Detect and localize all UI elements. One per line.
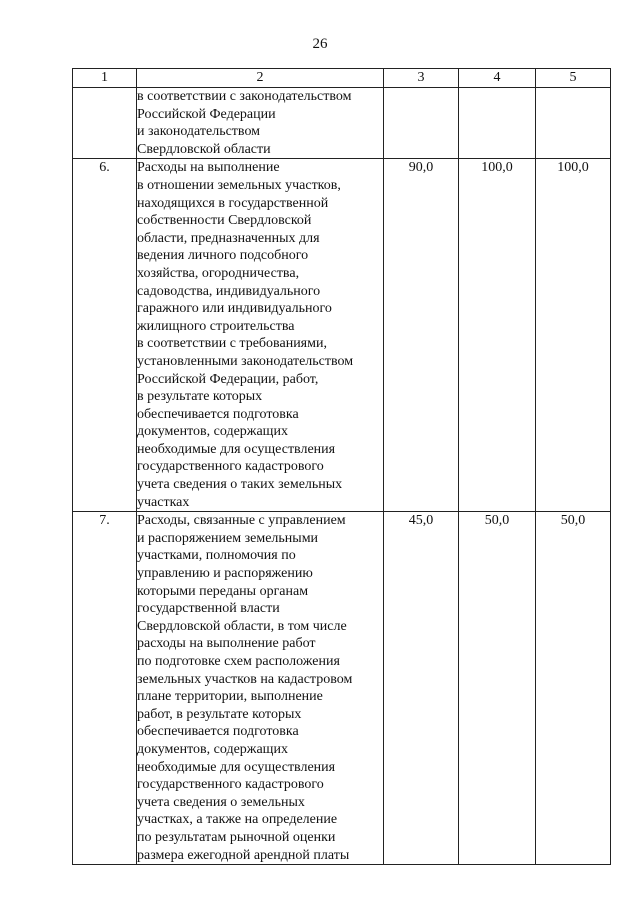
row-value-col4: 50,0	[459, 512, 536, 865]
description-line: и законодательством	[137, 124, 261, 140]
description-line: садоводства, индивидуального	[137, 283, 321, 299]
table-row	[73, 159, 611, 512]
description-line: государственной власти	[137, 601, 280, 617]
header-col-3: 3	[384, 69, 459, 88]
description-line: в соответствии с требованиями,	[137, 336, 327, 352]
description-line: учета сведения о земельных	[137, 794, 305, 810]
description-line: и распоряжением земельными	[137, 530, 319, 546]
description-line: в результате которых	[137, 389, 263, 405]
table-row	[73, 512, 611, 865]
header-row	[73, 69, 611, 88]
description-line: по результатам рыночной оценки	[137, 829, 336, 845]
row-value-col4	[459, 88, 536, 159]
row-value-col3: 45,0	[384, 512, 459, 865]
description-line: государственного кадастрового	[137, 777, 324, 793]
row-value-col3: 90,0	[384, 159, 459, 512]
description-line: Российской Федерации	[137, 106, 276, 122]
description-line: плане территории, выполнение	[137, 689, 323, 705]
page-number: 26	[312, 36, 328, 52]
description-line: государственного кадастрового	[137, 459, 324, 475]
header-col-5: 5	[536, 69, 611, 88]
description-line: которыми переданы органам	[137, 583, 309, 599]
description-line: по подготовке схем расположения	[137, 654, 340, 669]
row-value-col5: 50,0	[536, 512, 611, 865]
description-line: Свердловской области, в том числе	[137, 618, 347, 634]
row-description	[137, 88, 384, 159]
description-line: Российской Федерации, работ,	[137, 371, 319, 387]
description-line: установленными законодательством	[137, 353, 354, 369]
description-line: управлению и распоряжению	[137, 566, 313, 582]
description-line: находящихся в государственной	[137, 195, 329, 211]
description-line: работ, в результате которых	[137, 706, 302, 722]
description-line: участках, а также на определение	[137, 812, 338, 828]
row-number	[73, 88, 137, 159]
description-line: Свердловской области	[137, 141, 271, 157]
table-body	[73, 88, 611, 865]
row-number: 6.	[73, 159, 137, 512]
description-line: необходимые для осуществления	[137, 441, 336, 457]
description-line: Расходы на выполнение	[137, 160, 280, 176]
description-line: документов, содержащих	[137, 424, 288, 440]
description-line: земельных участков на кадастровом	[137, 671, 353, 687]
row-value-col4: 100,0	[459, 159, 536, 512]
description-line: размера ежегодной арендной платы	[137, 847, 350, 863]
description-line: документов, содержащих	[137, 741, 288, 757]
description-line: необходимые для осуществления	[137, 759, 336, 775]
row-number: 7.	[73, 512, 137, 865]
description-line: расходы на выполнение работ	[137, 636, 316, 652]
header-col-4: 4	[459, 69, 536, 88]
header-col-2: 2	[137, 69, 384, 88]
description-line: собственности Свердловской	[137, 213, 312, 229]
description-line: участками, полномочия по	[137, 548, 296, 564]
description-line: гаражного или индивидуального	[137, 301, 332, 317]
description-line: участках	[137, 494, 190, 510]
description-line: Расходы, связанные с управлением	[137, 513, 346, 529]
description-line: жилищного строительства	[137, 318, 295, 334]
row-value-col3	[384, 88, 459, 159]
row-value-col5	[536, 88, 611, 159]
header-col-1: 1	[73, 69, 137, 88]
description-line: в соответствии с законодательством	[137, 89, 352, 104]
description-line: учета сведения о таких земельных	[137, 477, 343, 493]
row-description	[137, 159, 384, 512]
description-line: хозяйства, огородничества,	[137, 265, 300, 281]
budget-table	[72, 68, 611, 865]
table-row	[73, 88, 611, 159]
row-description	[137, 512, 384, 865]
row-value-col5: 100,0	[536, 159, 611, 512]
description-line: области, предназначенных для	[137, 230, 320, 246]
description-line: обеспечивается подготовка	[137, 406, 299, 422]
description-line: в отношении земельных участков,	[137, 177, 341, 193]
description-line: ведения личного подсобного	[137, 248, 309, 264]
description-line: обеспечивается подготовка	[137, 724, 299, 740]
